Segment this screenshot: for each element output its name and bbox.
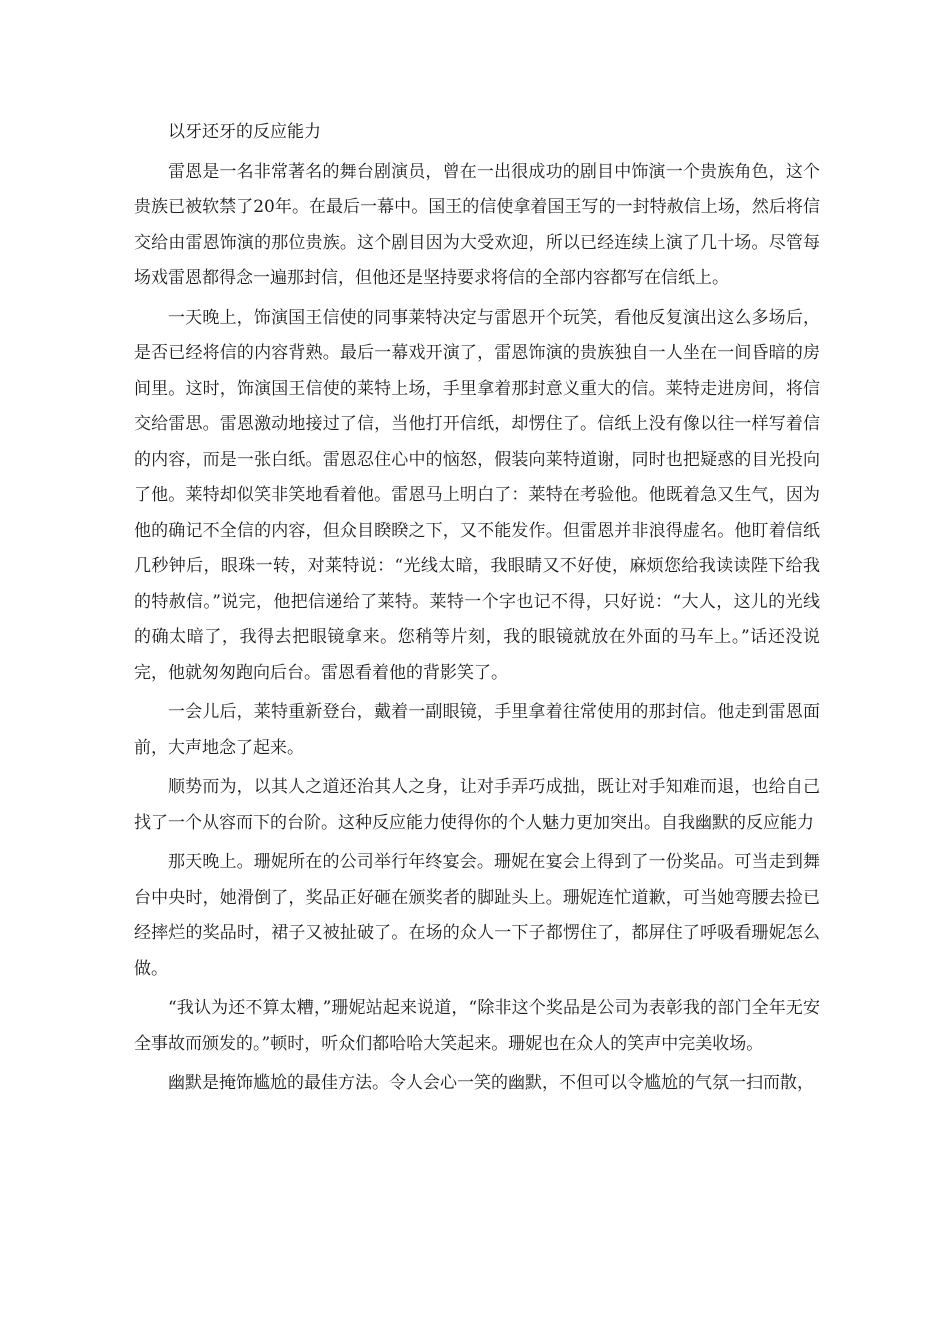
paragraph: 幽默是掩饰尴尬的最佳方法。令人会心一笑的幽默，不但可以令尴尬的气氛一扫而散， xyxy=(168,1073,814,1093)
document-title: 以牙还牙的反应能力 xyxy=(168,122,321,142)
paragraph: 雷恩是一名非常著名的舞台剧演员，曾在一出很成功的剧目中饰演一个贵族角色，这个贵族已被软禁了20年。在最后一幕中。国王的信使拿着国王写的一封特赦信上场，然后将信交给由雷恩饰演的那位贵族。这个剧目因为大受欢迎，所以已经连续上演了几十场。尽管每场戏雷恩都得念一遍那封信，但他还是坚持要求将信的全部内容都写在信纸上。 xyxy=(134,161,820,288)
paragraph: “我认为还不算太糟，”珊妮站起来说道，“除非这个奖品是公司为表彰我的部门全年无安全事故而颁发的。”顿时，听众们都哈哈大笑起来。珊妮也在众人的笑声中完美收场。 xyxy=(134,998,820,1054)
paragraph: 一天晚上，饰演国王信使的同事莱特决定与雷恩开个玩笑，看他反复演出这么多场后，是否已经将信的内容背熟。最后一幕戏开演了，雷恩饰演的贵族独自一人坐在一间昏暗的房间里。这时，饰演国王信使的莱特上场，手里拿着那封意义重大的信。莱特走进房间，将信交给雷思。雷恩激动地接过了信，当他打开信纸，却愣住了。信纸上没有像以往一样写着信的内容，而是一张白纸。雷恩忍住心中的恼怒，假装向莱特道谢，同时也把疑惑的目光投向了他。莱特却似笑非笑地看着他。雷恩马上明白了：莱特在考验他。他既着急又生气，因为他的确记不全信的内容，但众目睽睽之下，又不能发作。但雷恩并非浪得虚名。他盯着信纸几秒钟后，眼珠一转，对莱特说：“光线太暗，我眼睛又不好使，麻烦您给我读读陛下给我的特赦信。”说完，他把信递给了莱特。莱特一个字也记不得，只好说：“大人，这儿的光线的确太暗了，我得去把眼镜拿来。您稍等片刻，我的眼镜就放在外面的马车上。”话还没说完，他就匆匆跑向后台。雷恩看着他的背影笑了。 xyxy=(134,307,820,683)
paragraph: 顺势而为，以其人之道还治其人之身，让对手弄巧成拙，既让对手知难而退，也给自己找了一个从容而下的台阶。这种反应能力使得你的个人魅力更加突出。自我幽默的反应能力 xyxy=(134,777,820,833)
paragraph: 那天晚上。珊妮所在的公司举行年终宴会。珊妮在宴会上得到了一份奖品。可当走到舞台中央时，她滑倒了，奖品正好砸在颁奖者的脚趾头上。珊妮连忙道歉，可当她弯腰去捡已经摔烂的奖品时，裙子又被扯破了。在场的众人一下子都愣住了，都屏住了呼吸看珊妮怎么做。 xyxy=(134,852,820,979)
paragraph: 一会儿后，莱特重新登台，戴着一副眼镜，手里拿着往常使用的那封信。他走到雷恩面前，大声地念了起来。 xyxy=(134,702,820,758)
document-body xyxy=(134,115,820,1102)
